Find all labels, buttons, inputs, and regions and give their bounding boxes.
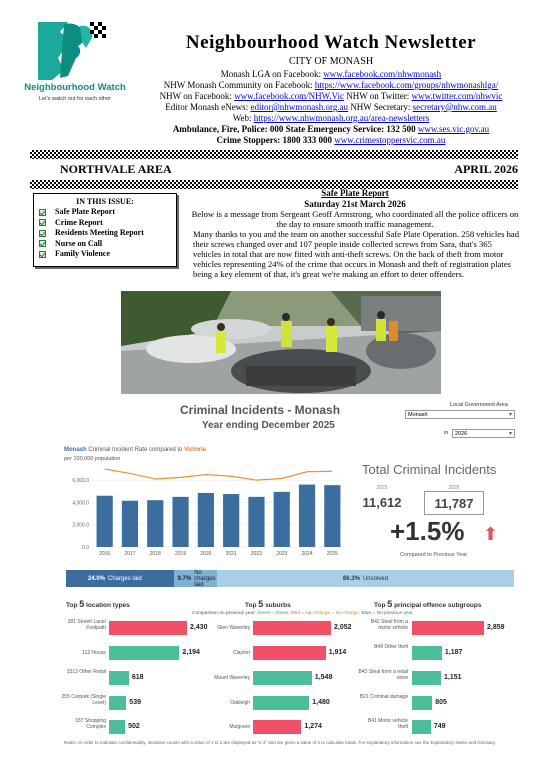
top5-category-label: B21 Criminal damage [359, 694, 408, 700]
solve-label: Unsolved [362, 575, 388, 582]
rate-bar [122, 501, 138, 547]
header-line-email: Editor Monash eNews: editor@nhwmonash.org.au NHW Secretary: secretary@nhw.com.au [165, 102, 497, 112]
issue-item[interactable]: Family Violence [39, 249, 171, 260]
article-paragraph-1: Below is a message from Sergeant Geoff Armstrong, who coordinated all the police officers on the day to ensure smooth traffic management. [191, 209, 519, 229]
top5-value-label: 1,151 [443, 674, 462, 681]
top5-value-label: 1,548 [314, 674, 333, 681]
year-2-label: 2026 [448, 485, 460, 491]
y-tick-label: 4,000.0 [72, 500, 89, 507]
ses-link[interactable]: www.ses.vic.gov.au [417, 124, 490, 134]
editor-email-link[interactable]: editor@nhwmonash.org.au [250, 102, 349, 112]
solve-percent: 66.3% [342, 575, 360, 582]
solve-label: Charges laid [108, 575, 142, 582]
top5-category-label: Glen Waverley [217, 625, 250, 631]
safe-plate-operation-photo [121, 291, 441, 394]
top5-category-label: 337 Shopping Complex [75, 718, 106, 730]
neighbourhood-watch-logo [24, 18, 126, 108]
dashboard-notes: Notes: In order to maintain confidentiality, sensitive counts with a value of 1 to 3 are displayed as "≤ 3" and are given a value of 2 to calculate totals. For explanatory information see the Explanatory Notes and Glossary. [64, 740, 496, 745]
top5-value-label: 2,194 [182, 649, 200, 656]
top5-value-label: 502 [128, 723, 140, 730]
x-tick-label: 2019 [174, 551, 187, 557]
issue-heading: IN THIS ISSUE: [76, 197, 134, 206]
issue-item[interactable]: Crime Report [39, 218, 171, 229]
header-line-community: NHW Monash Community on Facebook: https://www.facebook.com/groups/nhwmonashlga/ [163, 80, 499, 90]
facebook-link[interactable]: www.facebook.com/nhwmonash [323, 69, 442, 79]
top5-bar [109, 621, 187, 635]
checkbox-icon [39, 219, 46, 226]
top5-category-label: B42 Steal from a motor vehicle [370, 619, 408, 631]
top5-value-label: 805 [435, 699, 447, 706]
issue-item[interactable]: Safe Plate Report [39, 207, 171, 218]
rate-bar [223, 494, 239, 547]
top5-value-label: 1,480 [312, 699, 330, 706]
top5-bar [253, 696, 309, 710]
year-prefix: in [444, 430, 449, 436]
top5-bar [412, 671, 441, 685]
area-name: NORTHVALE AREA [60, 162, 172, 176]
percent-change: +1.5% [390, 516, 465, 546]
y-tick-label: 0.0 [82, 545, 89, 551]
header-line-web: Web: https://www.nhwmonash.org.au/area-newsletters [232, 113, 430, 123]
lga-label: Local Government Area [450, 402, 508, 408]
rate-bar [198, 493, 214, 547]
newsletter-subtitle: CITY OF MONASH [288, 56, 374, 67]
top5-category-label: 255 Carpark (Single Level) [61, 694, 106, 706]
top5-value-label: 749 [433, 723, 446, 730]
y-tick-label: 6,000.0 [72, 478, 89, 485]
rate-chart [60, 463, 350, 565]
logo-text: Neighbourhood Watch [24, 82, 126, 93]
solve-segment [174, 570, 217, 587]
header-line-crimestoppers: Crime Stoppers: 1800 333 000 www.crimestoppersvic.com.au [216, 135, 446, 145]
crime-statistics-dashboard [60, 399, 520, 759]
top5-bar [412, 621, 484, 635]
article-date: Saturday 21st March 2026 [304, 199, 406, 209]
top5-bar [253, 646, 326, 660]
top5-bar [109, 671, 129, 685]
x-tick-label: 2018 [149, 551, 161, 557]
nhw-facebook-link[interactable]: www.facebook.com/NHW.Vic [234, 91, 344, 101]
year-1-total: 11,612 [362, 495, 402, 510]
top5-bar [412, 696, 432, 710]
x-tick-label: 2025 [326, 551, 338, 557]
rate-bar [324, 485, 340, 547]
x-tick-label: 2020 [200, 551, 212, 557]
website-link[interactable]: https://www.nhwmonash.org.au/area-newsletters [253, 113, 430, 123]
issue-item[interactable]: Nurse on Call [39, 239, 171, 250]
top5-category-label: 281 Street/ Lane/ Footpath [67, 619, 106, 631]
top5-value-label: 539 [129, 699, 141, 706]
rate-bar [299, 485, 315, 547]
top5-value-label: 1,274 [304, 723, 322, 730]
lga-select[interactable]: Monash ▾ [405, 410, 515, 419]
x-tick-label: 2021 [225, 551, 237, 557]
solve-percent: 9.7% [177, 575, 192, 582]
offence-subgroups-heading: Top 5 principal offence subgroups [374, 599, 482, 609]
x-tick-label: 2016 [99, 551, 111, 557]
x-tick-label: 2023 [276, 551, 288, 557]
article-paragraph-2: Many thanks to you and the team on another successful Safe Plate Operation. 258 vehicles had their screws changed over and 107 people inside collected screws from Sara, that's 365 vehicles in total that are now fitted with anti-theft screws. On the back of theft from motor vehicles representing 24% of the crime that occurs in Monash and theft of registration plates being a key element of that, it's great we're making an effort to deter offenders. [193, 229, 519, 279]
dashboard-subtitle: Year ending December 2025 [202, 420, 335, 431]
issue-date: APRIL 2026 [454, 162, 518, 176]
top5-bar [253, 621, 331, 635]
top5-bar [109, 720, 125, 734]
article-title: Safe Plate Report [321, 188, 389, 198]
checkbox-icon [39, 209, 46, 216]
twitter-link[interactable]: www.twitter.com/nhwvic [411, 91, 503, 101]
top5-value-label: 2,859 [487, 624, 505, 631]
top5-value-label: 2,052 [334, 624, 352, 631]
area-row [30, 160, 518, 178]
top5-value-label: 2,430 [190, 624, 208, 631]
top5-bar [253, 720, 301, 734]
suburbs-heading: Top 5 suburbs [245, 599, 291, 609]
percent-change-caption: Compared to Previous Year [400, 552, 468, 558]
rate-bar [274, 492, 290, 547]
top5-value-label: 1,187 [444, 649, 463, 656]
arrow-up-icon: ⬆ [483, 524, 499, 544]
top5-bar [253, 671, 312, 685]
issue-item[interactable]: Residents Meeting Report [39, 228, 171, 239]
top5-bar [412, 720, 431, 734]
rate-bar [172, 497, 188, 547]
rate-bar [147, 500, 163, 547]
top5-category-label: 3312 Other Retail [66, 669, 106, 675]
rate-chart-title: Monash Criminal Incident Rate compared to Victoria [64, 447, 206, 453]
logo-tagline: Let's watch out for each other [39, 96, 111, 102]
top5-category-label: Oakleigh [230, 700, 250, 706]
solve-segment [217, 570, 514, 587]
rate-bar [248, 497, 264, 547]
location-types-heading: Top 5 location types [66, 599, 130, 609]
solve-percent: 24.0% [88, 575, 106, 582]
solve-segment [66, 570, 174, 587]
top5-bar [109, 646, 179, 660]
rate-bar [97, 496, 113, 547]
comparison-legend: Comparison on previous year: Green = Down. Red = Up. Orange = No change. Blue = No previous year [192, 611, 413, 616]
year-select[interactable]: 2026 ▾ [452, 429, 515, 438]
top5-value-label: 1,914 [328, 649, 347, 656]
year-2-total: 11,787 [424, 491, 484, 515]
x-tick-label: 2024 [301, 551, 313, 557]
newsletter-title: Neighbourhood Watch Newsletter [185, 32, 477, 53]
top5-category-label: B43 Steal from a retail store [358, 669, 408, 681]
year-1-label: 2025 [376, 485, 388, 491]
solve-label: No charges laid [194, 569, 216, 588]
rate-chart-subtitle: per 100,000 population [64, 456, 121, 462]
x-tick-label: 2022 [250, 551, 263, 557]
victoria-rate-line [105, 469, 333, 480]
top5-bar [412, 646, 442, 660]
secretary-email-link[interactable]: secretary@nhw.com.au [412, 102, 497, 112]
header-line-social: NHW on Facebook: www.facebook.com/NHW.Vic NHW on Twitter: www.twitter.com/nhwvic [159, 91, 503, 101]
top5-category-label: B49 Other theft [374, 644, 408, 650]
crimestoppers-link[interactable]: www.crimestoppersvic.com.au [334, 135, 446, 145]
header-line-emergency: Ambulance, Fire, Police: 000 State Emergency Service: 132 500 www.ses.vic.gov.au [172, 124, 490, 134]
top5-bar [109, 696, 126, 710]
community-group-link[interactable]: https://www.facebook.com/groups/nhwmonashlga/ [314, 80, 499, 90]
header-line-facebook: Monash LGA on Facebook: www.facebook.com/nhwmonash [220, 69, 442, 79]
dashboard-title: Criminal Incidents - Monash [180, 403, 341, 417]
top5-category-label: 112 House [82, 650, 106, 656]
solve-status-bar [66, 570, 514, 587]
x-tick-label: 2017 [124, 551, 136, 557]
top5-category-label: Mulgrave [229, 724, 250, 730]
y-tick-label: 2,000.0 [72, 522, 89, 529]
top5-value-label: 618 [131, 674, 144, 681]
total-incidents-title: Total Criminal Incidents [362, 462, 497, 477]
top5-category-label: Clayton [233, 650, 250, 656]
checker-divider-top [30, 150, 518, 159]
top5-category-label: B41 Motor vehicle theft [367, 718, 408, 730]
top5-category-label: Mount Waverley [214, 675, 250, 681]
